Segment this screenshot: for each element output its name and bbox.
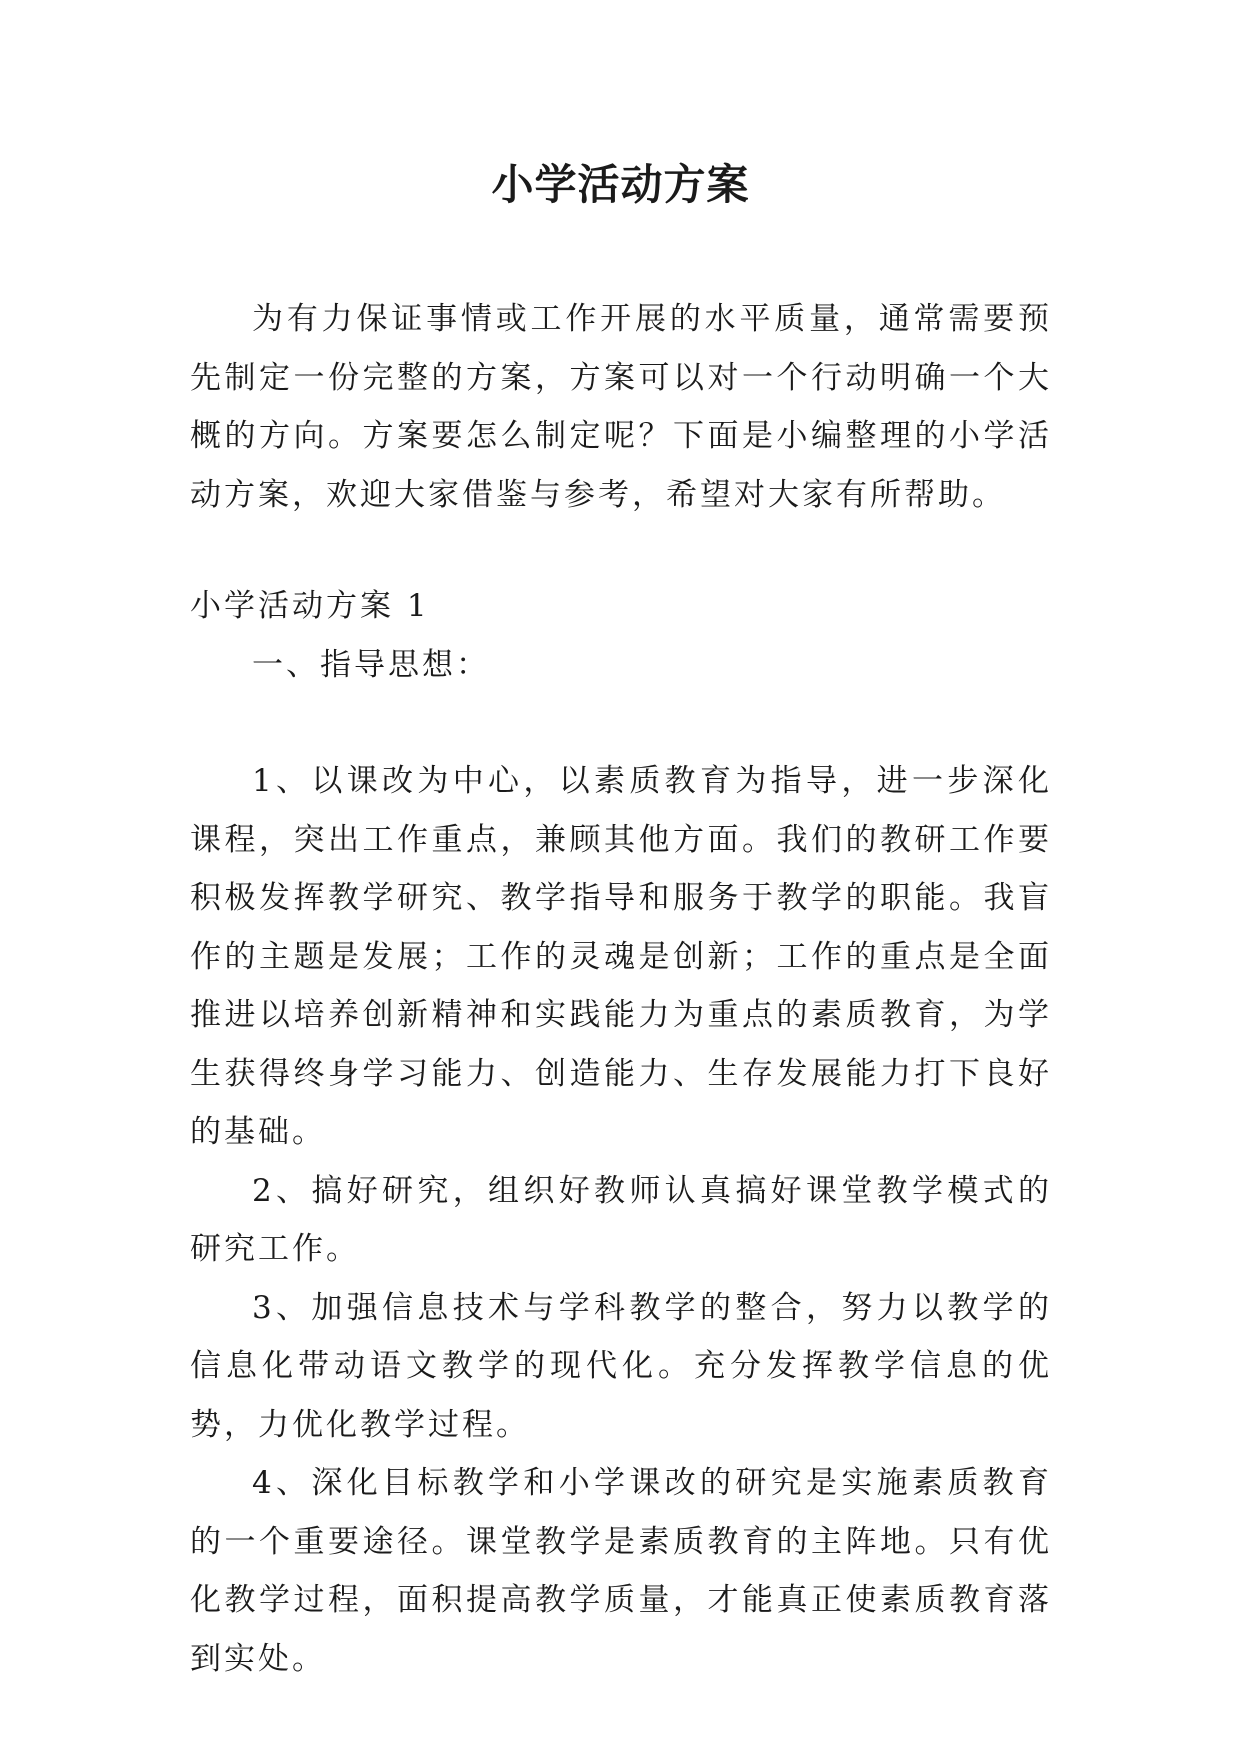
body-text-block — [190, 752, 1052, 1688]
document-title: 小学活动方案 — [491, 160, 750, 209]
body-paragraph-3: 3、加强信息技术与学科教学的整合，努力以教学的信息化带动语文教学的现代化。充分发挥教学信息的优势，力优化教学过程。 — [190, 1289, 1052, 1443]
intro-block — [190, 290, 1052, 524]
section-title: 小学活动方案 1 — [190, 588, 430, 624]
section-heading-block — [190, 577, 1052, 694]
body-paragraph-1: 1、以课改为中心，以素质教育为指导，进一步深化课程，突出工作重点，兼顾其他方面。我们的教研工作要积极发挥教学研究、教学指导和服务于教学的职能。我盲作的主题是发展；工作的灵魂是创新；工作的重点是全面推进以培养创新精神和实践能力为重点的素质教育，为学生获得终身学习能力、创造能力、生存发展能力打下良好的基础。 — [190, 763, 1052, 1150]
body-paragraph-4: 4、深化目标教学和小学课改的研究是实施素质教育的一个重要途径。课堂教学是素质教育的主阵地。只有优化教学过程，面积提高教学质量，才能真正使素质教育落到实处。 — [190, 1465, 1052, 1677]
subsection-title: 一、指导思想： — [252, 646, 490, 683]
body-paragraph-2: 2、搞好研究，组织好教师认真搞好课堂教学模式的研究工作。 — [190, 1172, 1052, 1267]
intro-paragraph: 为有力保证事情或工作开展的水平质量，通常需要预先制定一份完整的方案，方案可以对一个行动明确一个大概的方向。方案要怎么制定呢？下面是小编整理的小学活动方案，欢迎大家借鉴与参考，希望对大家有所帮助。 — [190, 301, 1052, 513]
